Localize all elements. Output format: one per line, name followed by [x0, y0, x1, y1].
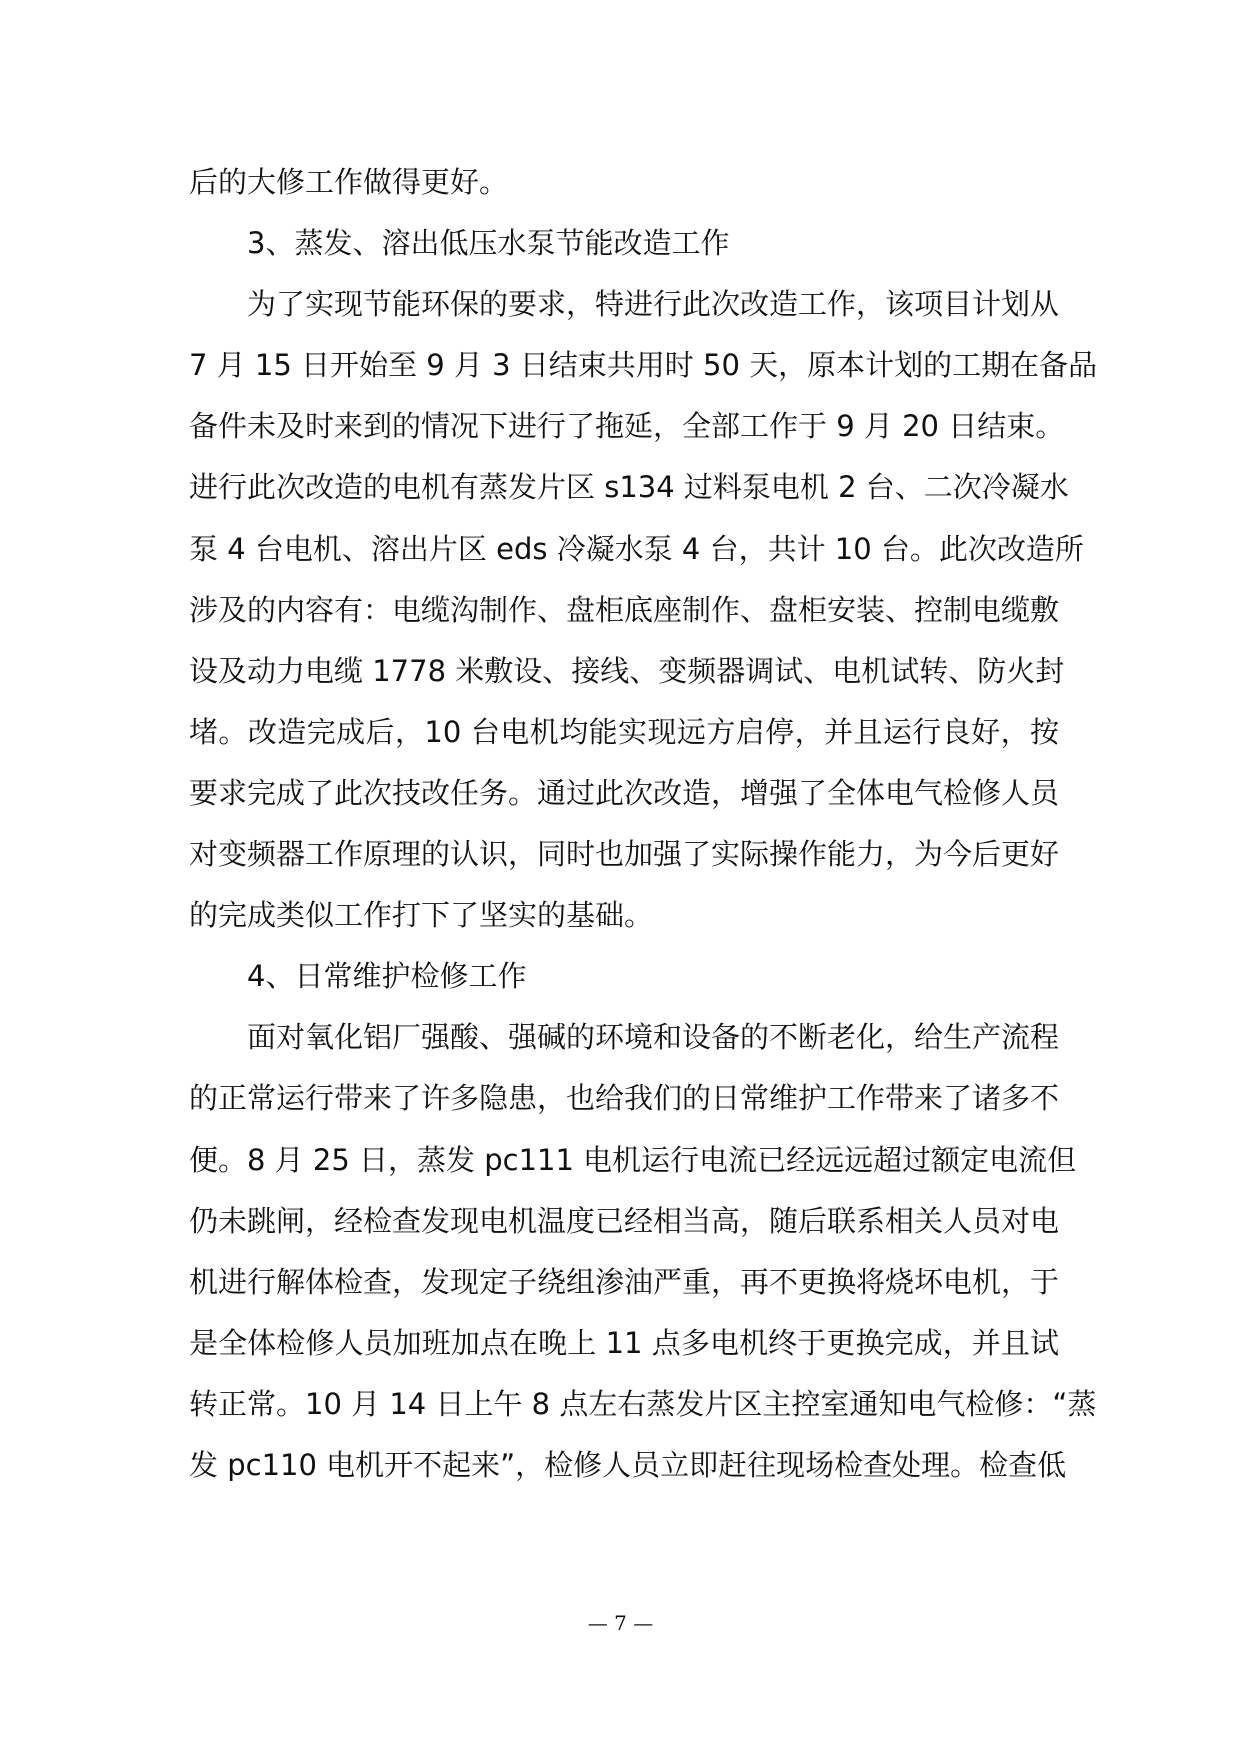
paragraph-line: 堵。改造完成后，10 台电机均能实现远方启停，并且运行良好，按 [189, 714, 1059, 749]
page-number: — 7 — [587, 1611, 654, 1635]
paragraph-line: 进行此次改造的电机有蒸发片区 s134 过料泵电机 2 台、二次冷凝水 [189, 470, 1069, 505]
paragraph-line: 是全体检修人员加班加点在晚上 11 点多电机终于更换完成，并且试 [189, 1325, 1059, 1360]
paragraph-line: 机进行解体检查，发现定子绕组渗油严重，再不更换将烧坏电机，于 [189, 1264, 1060, 1299]
paragraph-line: 设及动力电缆 1778 米敷设、接线、变频器调试、电机试转、防火封 [189, 653, 1065, 688]
paragraph-line: 面对氧化铝厂强酸、强碱的环境和设备的不断老化，给生产流程 [247, 1020, 1060, 1055]
paragraph-line: 泵 4 台电机、溶出片区 eds 冷凝水泵 4 台，共计 10 台。此次改造所 [189, 531, 1084, 566]
paragraph-line: 备件未及时来到的情况下进行了拖延，全部工作于 9 月 20 日结束。 [189, 409, 1065, 444]
paragraph-line: 要求完成了此次技改任务。通过此次改造，增强了全体电气检修人员 [189, 775, 1060, 810]
paragraph-line: 便。8 月 25 日，蒸发 pc111 电机运行电流已经远远超过额定电流但 [189, 1142, 1077, 1177]
paragraph-line: 为了实现节能环保的要求，特进行此次改造工作，该项目计划从 [247, 287, 1060, 322]
paragraph-line: 7 月 15 日开始至 9 月 3 日结束共用时 50 天，原本计划的工期在备品 [189, 348, 1098, 383]
section-heading: 3、蒸发、溶出低压水泵节能改造工作 [247, 226, 730, 261]
paragraph-line: 仍未跳闸，经检查发现电机温度已经相当高，随后联系相关人员对电 [189, 1203, 1060, 1238]
paragraph-line: 对变频器工作原理的认识，同时也加强了实际操作能力，为今后更好 [189, 837, 1060, 872]
body-text [189, 152, 1098, 1496]
paragraph-line: 涉及的内容有：电缆沟制作、盘柜底座制作、盘柜安装、控制电缆敷 [189, 592, 1060, 627]
paragraph-line: 的完成类似工作打下了坚实的基础。 [189, 898, 654, 933]
paragraph-line: 的正常运行带来了许多隐患，也给我们的日常维护工作带来了诸多不 [189, 1081, 1060, 1116]
section-heading: 4、日常维护检修工作 [247, 959, 527, 994]
paragraph-line: 转正常。10 月 14 日上午 8 点左右蒸发片区主控室通知电气检修：“蒸 [189, 1386, 1097, 1421]
paragraph-line: 发 pc110 电机开不起来”，检修人员立即赶往现场检查处理。检查低 [189, 1447, 1067, 1482]
paragraph-line: 后的大修工作做得更好。 [189, 165, 509, 199]
